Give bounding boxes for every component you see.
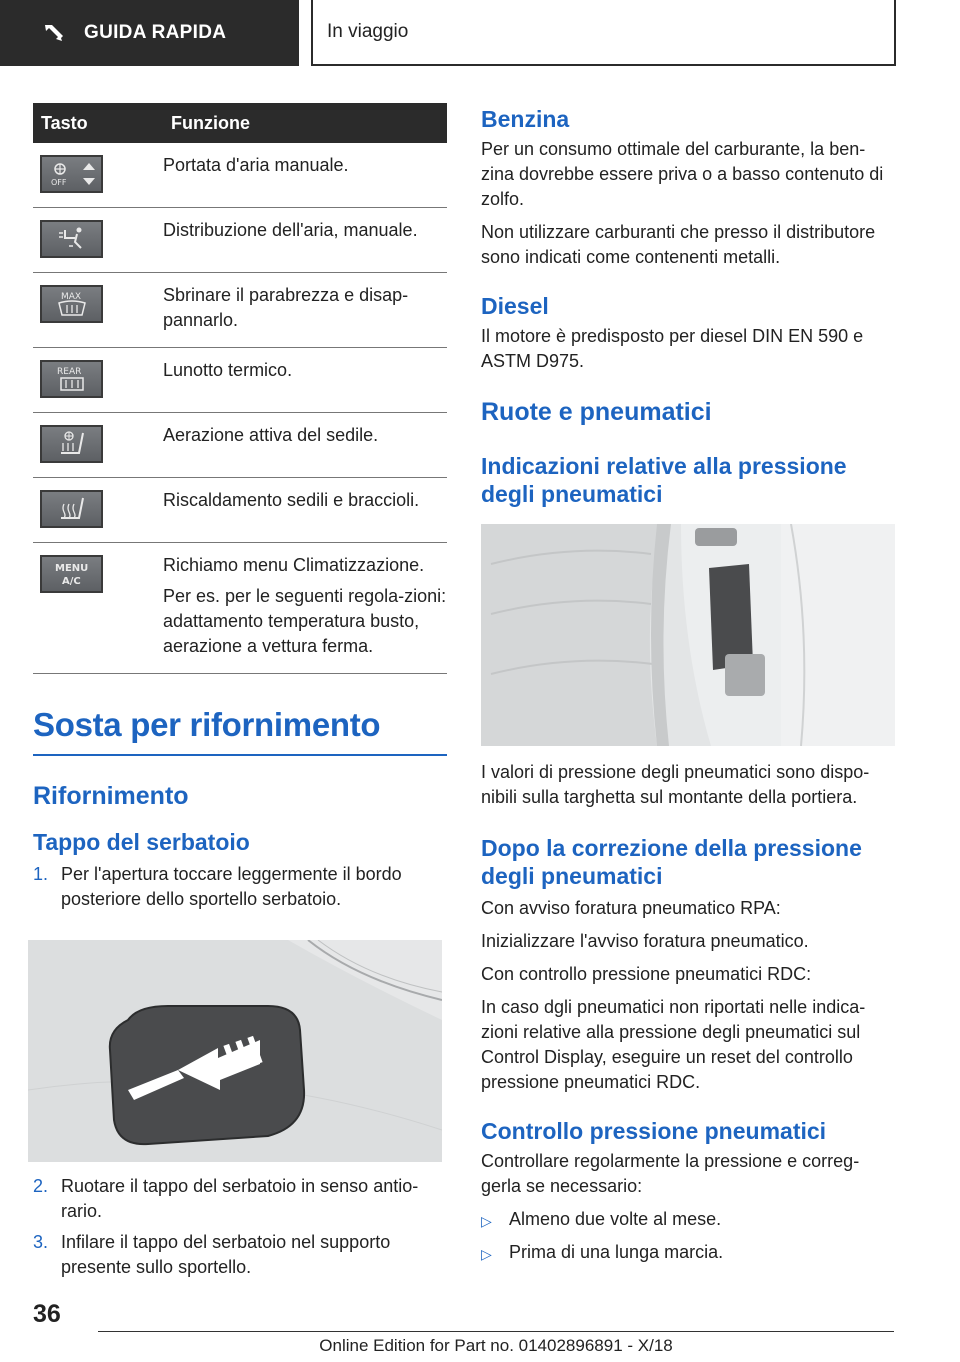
benzina-heading: Benzina bbox=[481, 106, 570, 132]
menu-ac-key-icon bbox=[40, 555, 103, 593]
table-header-key: Tasto bbox=[33, 103, 163, 143]
page-number: 36 bbox=[33, 1300, 61, 1328]
tire-pressure-info-paragraph: I valori di pressione degli pneumatici sono dispo-nibili sulla targhetta sul montante della portiera. bbox=[481, 762, 870, 807]
table-header-function: Funzione bbox=[163, 103, 447, 143]
fuel-door-photo bbox=[28, 940, 442, 1162]
list-item-text: Prima di una lunga marcia. bbox=[509, 1242, 724, 1262]
right-column bbox=[481, 103, 897, 1265]
svg-text:A/C: A/C bbox=[61, 576, 81, 587]
seat-heating-key-icon bbox=[40, 490, 103, 528]
rear-defrost-key-icon bbox=[40, 360, 103, 398]
quick-guide-icon bbox=[42, 21, 66, 45]
section-title: Sosta per rifornimento bbox=[33, 706, 447, 756]
table-row bbox=[33, 273, 447, 348]
function-text: Portata d'aria manuale. bbox=[163, 155, 349, 175]
list-item bbox=[481, 1240, 897, 1265]
triangle-bullet-icon: ▷ bbox=[481, 1213, 492, 1229]
refuel-steps bbox=[33, 862, 447, 912]
diesel-heading: Diesel bbox=[481, 293, 549, 319]
key-text: REAR bbox=[56, 367, 81, 377]
left-column bbox=[33, 103, 447, 1280]
after-correction-paragraph-2: Inizializzare l'avviso foratura pneumatico. bbox=[481, 931, 809, 951]
footer-rule bbox=[98, 1331, 894, 1332]
after-correction-heading: Dopo la correzione della pressione degli pneumatici bbox=[481, 835, 862, 889]
list-item-text: Almeno due volte al mese. bbox=[509, 1209, 722, 1229]
function-text: Richiamo menu Climatizzazione. bbox=[163, 555, 425, 575]
airflow-off-key-icon bbox=[40, 155, 103, 193]
function-text: Per es. per le seguenti regola-zioni: adattamento temperatura busto, aerazione a vettura ferma. bbox=[163, 586, 447, 656]
table-row bbox=[33, 143, 447, 208]
key-text: OFF bbox=[50, 178, 66, 187]
table-row bbox=[33, 413, 447, 478]
function-text: Riscaldamento sedili e braccioli. bbox=[163, 490, 420, 510]
key-text: MAX bbox=[60, 292, 81, 302]
function-text: Sbrinare il parabrezza e disap-pannarlo. bbox=[163, 285, 409, 330]
air-distribution-key-icon bbox=[40, 220, 103, 258]
footer-edition: Online Edition for Part no. 01402896891 - X/18 bbox=[319, 1336, 673, 1355]
benzina-paragraph-2: Non utilizzare carburanti che presso il distributore sono indicati come contenenti metalli. bbox=[481, 222, 876, 267]
step-item bbox=[33, 1230, 447, 1280]
tire-pressure-info-heading: Indicazioni relative alla pressione degli pneumatici bbox=[481, 453, 847, 507]
table-row bbox=[33, 478, 447, 543]
tire-pressure-check-paragraph: Controllare regolarmente la pressione e correg-gerla se necessario: bbox=[481, 1151, 860, 1196]
header-chapter bbox=[311, 0, 896, 66]
wheels-tires-heading: Ruote e pneumatici bbox=[481, 398, 712, 426]
seat-ventilation-key-icon bbox=[40, 425, 103, 463]
list-item bbox=[481, 1207, 897, 1232]
svg-text:MENU: MENU bbox=[54, 563, 88, 574]
function-text: Aerazione attiva del sedile. bbox=[163, 425, 379, 445]
triangle-bullet-icon: ▷ bbox=[481, 1246, 492, 1262]
header-chapter-label: In viaggio bbox=[327, 21, 409, 42]
diesel-paragraph: Il motore è predisposto per diesel DIN EN 590 e ASTM D975. bbox=[481, 326, 864, 371]
step-item bbox=[33, 1174, 447, 1224]
function-text: Distribuzione dell'aria, manuale. bbox=[163, 220, 418, 240]
refuel-steps-continued bbox=[33, 1174, 447, 1280]
step-text: Ruotare il tappo del serbatoio in senso antio-rario. bbox=[61, 1176, 419, 1221]
step-text: Per l'apertura toccare leggermente il bordo posteriore dello sportello serbatoio. bbox=[61, 864, 402, 909]
header-section-tab bbox=[0, 0, 299, 66]
step-text: Infilare il tappo del serbatoio nel supporto presente sullo sportello. bbox=[61, 1232, 391, 1277]
step-number: 3. bbox=[33, 1232, 49, 1252]
max-defrost-key-icon bbox=[40, 285, 103, 323]
after-correction-paragraph-4: In caso dgli pneumatici non riportati nelle indica-zioni relative alla pressione degli pneumatici sul Control Display, eseguire un reset del controllo pressione pneumatici RDC. bbox=[481, 997, 866, 1092]
tire-pressure-check-heading: Controllo pressione pneumatici bbox=[481, 1118, 827, 1144]
header-section-label: GUIDA RAPIDA bbox=[84, 22, 227, 43]
step-number: 1. bbox=[33, 864, 49, 884]
door-pillar-photo bbox=[481, 524, 895, 746]
function-text: Lunotto termico. bbox=[163, 360, 293, 380]
key-function-table bbox=[33, 103, 447, 674]
tire-check-list bbox=[481, 1207, 897, 1265]
table-row bbox=[33, 208, 447, 273]
table-row bbox=[33, 543, 447, 674]
table-row bbox=[33, 348, 447, 413]
step-item bbox=[33, 862, 447, 912]
subsubsection-title: Tappo del serbatoio bbox=[33, 829, 250, 855]
after-correction-paragraph-3: Con controllo pressione pneumatici RDC: bbox=[481, 964, 812, 984]
subsection-title: Rifornimento bbox=[33, 782, 189, 810]
after-correction-paragraph-1: Con avviso foratura pneumatico RPA: bbox=[481, 898, 781, 918]
benzina-paragraph-1: Per un consumo ottimale del carburante, la ben-zina dovrebbe essere priva o a basso contenuto di zolfo. bbox=[481, 139, 884, 209]
step-number: 2. bbox=[33, 1176, 49, 1196]
